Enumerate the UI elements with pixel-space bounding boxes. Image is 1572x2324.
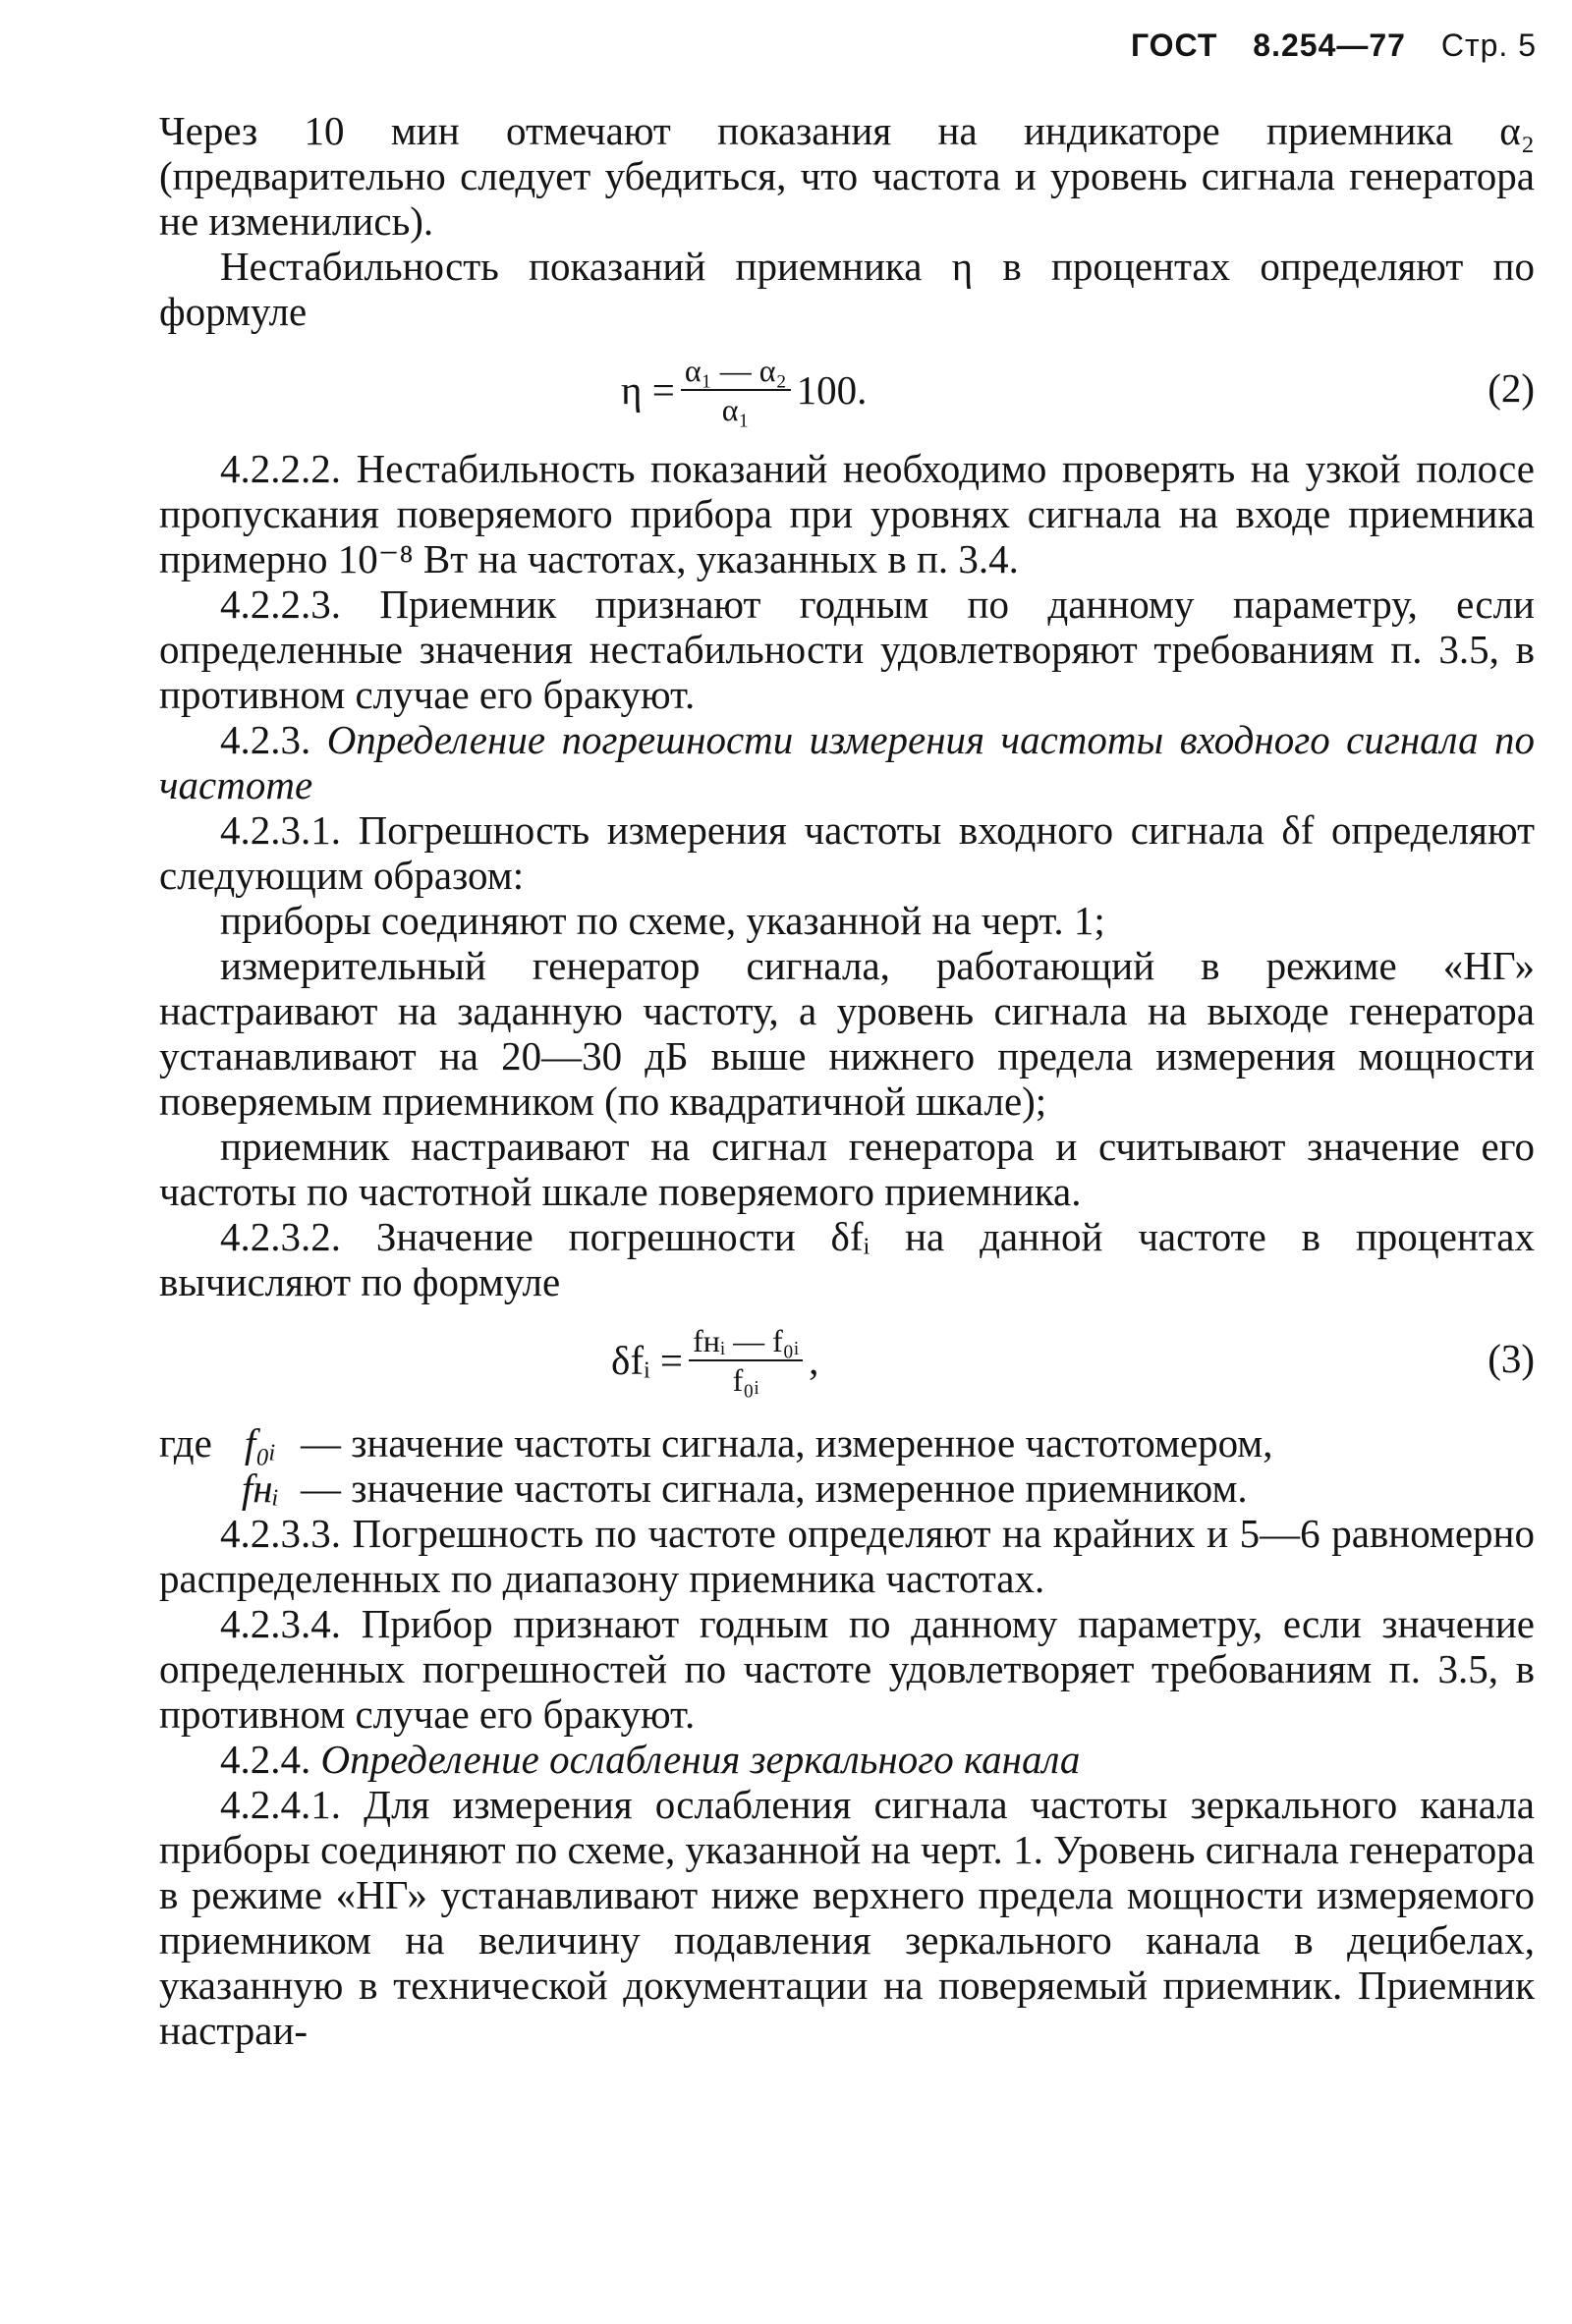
formula-lhs: δfᵢ = — [611, 1338, 684, 1383]
paragraph: 4.2.3.2. Значение погрешности δfᵢ на данной частоте в процентах вычисляют по формуле — [159, 1214, 1535, 1304]
paragraph: приемник настраивают на сигнал генератора и считывают значение его частоты по частотной шкале поверяемого приемника. — [159, 1124, 1535, 1214]
page-header — [1105, 28, 1537, 64]
paragraph: Нестабильность показаний приемника η в процентах определяют по формуле — [159, 244, 1535, 334]
section-title: Определение ослабления зеркального канала — [320, 1737, 1081, 1782]
formula-3 — [159, 1314, 1535, 1412]
formula-2 — [159, 344, 1535, 438]
paragraph: 4.2.2.2. Нестабильность показаний необходимо проверять на узкой полосе пропускания поверяемого прибора при уровнях сигнала на входе приемника примерно 10⁻⁸ Вт на частотах, указанных в п. 3.4. — [159, 446, 1535, 581]
body-text — [159, 108, 1535, 2053]
paragraph: 4.2.4.1. Для измерения ослабления сигнала частоты зеркального канала приборы соединяют по схеме, указанной на черт. 1. Уровень сигнала генератора в режиме «НГ» устанавливают ниже верхнего предела мощности измеряемого приемником на величину подавления зеркального канала в децибелах, указанную в технической документации на поверяемый приемник. Приемник настраи- — [159, 1782, 1535, 2053]
standard-label: ГОСТ — [1130, 28, 1218, 63]
formula-tail: , — [809, 1338, 819, 1383]
paragraph: приборы соединяют по схеме, указанной на черт. 1; — [220, 898, 1105, 943]
where-word: где — [159, 1420, 212, 1466]
standard-number: 8.254—77 — [1253, 28, 1406, 63]
definition: — значение частоты сигнала, измеренное приемником. — [301, 1466, 1248, 1511]
formula-lhs: η = — [621, 367, 675, 413]
paragraph: измерительный генератор сигнала, работающий в режиме «НГ» настраивают на заданную частоту, а уровень сигнала на выходе генератора устанавливают на 20—30 дБ выше нижнего предела измерения мощности поверяемым приемником (по квадратичной шкале); — [159, 943, 1535, 1124]
section-heading — [159, 717, 1535, 807]
equation-number: (3) — [1488, 1336, 1535, 1381]
definition: — значение частоты сигнала, измеренное частотомером, — [301, 1420, 1273, 1466]
fraction-denominator: α₁ — [721, 392, 750, 427]
section-title: Определение погрешности измерения частоты входного сигнала по частоте — [159, 717, 1535, 807]
formula-tail: 100. — [796, 367, 868, 413]
paragraph: Через 10 мин отмечают показания на индикаторе приемника α₂ (предварительно следует убедиться, что частота и уровень сигнала генератора не изменились). — [159, 108, 1535, 244]
symbol: f₀ᵢ — [244, 1420, 277, 1466]
section-heading — [159, 1737, 1535, 1782]
fraction-numerator: fнᵢ — f₀ᵢ — [689, 1324, 803, 1361]
equation-number: (2) — [1488, 365, 1535, 411]
page-number: Стр. 5 — [1440, 28, 1537, 63]
paragraph: 4.2.2.3. Приемник признают годным по данному параметру, если определенные значения нестабильности удовлетворяют требованиям п. 3.5, в противном случае его бракуют. — [159, 581, 1535, 717]
fraction-denominator: f₀ᵢ — [732, 1362, 759, 1398]
paragraph: 4.2.3.1. Погрешность измерения частоты входного сигнала δf определяют следующим образом: — [159, 807, 1535, 898]
fraction — [681, 354, 791, 426]
paragraph: 4.2.3.3. Погрешность по частоте определяют на крайних и 5—6 равномерно распределенных по диапазону приемника частотах. — [159, 1511, 1535, 1601]
fraction-numerator: α₁ — α₂ — [681, 354, 791, 391]
section-number: 4.2.4. — [220, 1737, 311, 1782]
section-number: 4.2.3. — [220, 717, 311, 762]
where-definitions — [159, 1420, 1535, 1511]
fraction — [689, 1324, 803, 1397]
paragraph: 4.2.3.4. Прибор признают годным по данному параметру, если значение определенных погрешностей по частоте удовлетворяет требованиям п. 3.5, в противном случае его бракуют. — [159, 1601, 1535, 1737]
symbol: fнᵢ — [241, 1466, 280, 1511]
